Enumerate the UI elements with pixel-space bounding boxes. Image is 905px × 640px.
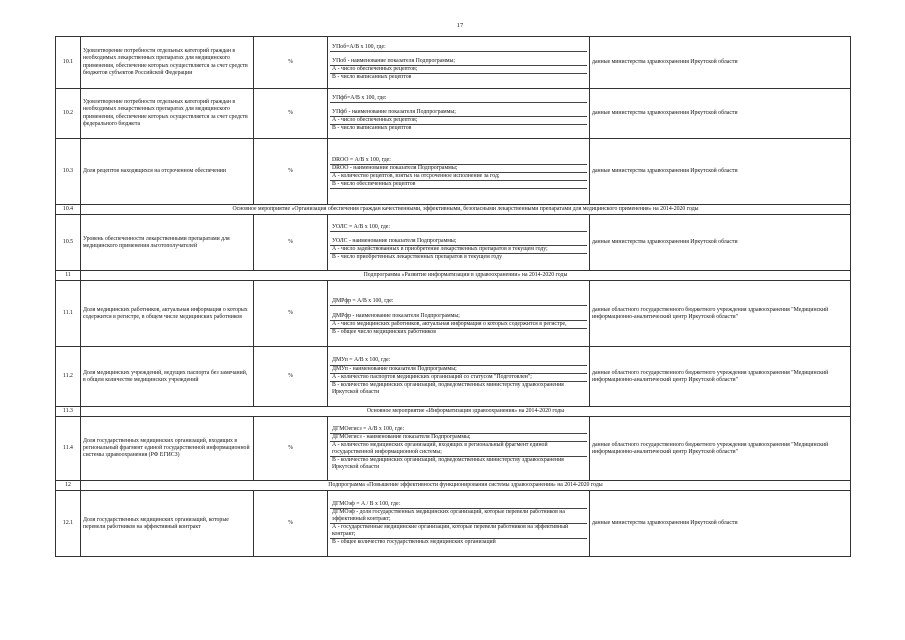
formula-line: В - число выписанных рецептов xyxy=(332,74,412,81)
table-row xyxy=(56,481,851,491)
formula-line: ДГМОегисз - наименование показателя Подпрограммы; xyxy=(330,434,587,442)
formula-line: А - число задействованных в приобретение лекарственных препаратов в текущем году; xyxy=(330,246,587,254)
formula-line: В - количество медицинских организаций, подведомственных министерству здравоохранения Иркутской области xyxy=(332,457,564,471)
indicator-name: Уровень обеспеченности лекарственными препаратами для медицинского применения льготополучателей xyxy=(81,215,254,271)
source-cell: данные министерства здравоохранения Иркутской области xyxy=(590,139,851,205)
indicator-name: Доля рецептов находящихся на отсроченном обеспечении xyxy=(81,139,254,205)
row-number: 10.1 xyxy=(56,37,81,89)
indicator-name: Доля медицинских учреждений, ведущих паспорта без замечаний, в общем количестве медицинских учреждений xyxy=(81,347,254,407)
formula-line: ДМРфр - наименование показателя Подпрограммы; xyxy=(330,313,587,321)
formula-line: В - число приобретенных лекарственных препаратов в текущем году xyxy=(332,254,502,261)
formula-line: В - число обеспеченных рецептов xyxy=(330,181,587,189)
indicator-name: Доля государственных медицинских организаций, входящих в региональный фрагмент единой государственной информационной системы здравоохранения (РФ ЕГИСЗ) xyxy=(81,417,254,481)
formula-line: УПфб - наименование показателя Подпрограммы; xyxy=(330,109,587,117)
formula-line: А - число обеспеченных рецептов; xyxy=(330,117,587,125)
source-cell: данные областного государственного бюджетного учреждения здравоохранения "Медицинский информационно-аналитический центр Иркутской области" xyxy=(590,417,851,481)
formula-cell xyxy=(328,347,590,407)
unit-cell: % xyxy=(254,347,328,407)
indicator-name: Доля медицинских работников, актуальная информация о которых содержится в регистре, в общем числе медицинских работников xyxy=(81,281,254,347)
row-number: 10.5 xyxy=(56,215,81,271)
row-number: 11.4 xyxy=(56,417,81,481)
formula-line: А - число медицинских работников, актуальная информация о которых содержится в регистре, xyxy=(330,321,587,329)
row-number: 10.4 xyxy=(56,205,81,215)
formula-cell xyxy=(328,215,590,271)
formula-line: В - общее количество государственных медицинских организаций xyxy=(332,539,496,546)
indicator-name: Удовлетворение потребности отдельных категорий граждан в необходимых лекарственных препаратах для медицинского применения, обеспечение которых осуществляется за счет средств бюджетов субъектов Российской Федерации xyxy=(81,37,254,89)
row-number: 11.3 xyxy=(56,407,81,417)
page-number: 17 xyxy=(456,22,464,29)
indicator-name: Доля государственных медицинских организаций, которые перевели работников на эффективный контракт xyxy=(81,491,254,557)
table-row xyxy=(56,407,851,417)
formula-line: А - количество паспортов медицинских организаций со статусом "Подготовлен"; xyxy=(330,374,587,382)
row-number: 11 xyxy=(56,271,81,281)
section-title: Подпрограмма «Повышение эффективности функционирования системы здравоохранения» на 2014-2020 годы xyxy=(81,481,851,491)
formula-line: УПоб - наименование показателя Подпрограммы; xyxy=(330,58,587,66)
row-number: 11.2 xyxy=(56,347,81,407)
formula-cell xyxy=(328,37,590,89)
formula-line: УПфб=А/В х 100, где: xyxy=(330,95,587,103)
formula-line: В - число выписанных рецептов xyxy=(332,125,412,132)
source-cell: данные министерства здравоохранения Иркутской области xyxy=(590,215,851,271)
table-row xyxy=(56,215,851,271)
formula-line: ДМУп - наименование показателя Подпрограммы; xyxy=(330,366,587,374)
indicator-name: Удовлетворение потребности отдельных категорий граждан в необходимых лекарственных препаратах для медицинского применения, обеспечение которых осуществляется за счет средств федерального бюджета xyxy=(81,89,254,139)
table-row xyxy=(56,491,851,557)
formula-line: УОЛС - наименование показателя Подпрограммы; xyxy=(330,238,587,246)
formula-line: УПоб=А/В х 100, где: xyxy=(330,44,587,52)
indicators-table xyxy=(55,36,851,557)
unit-cell: % xyxy=(254,89,328,139)
table-row xyxy=(56,89,851,139)
unit-cell: % xyxy=(254,37,328,89)
source-cell: данные министерства здравоохранения Иркутской области xyxy=(590,89,851,139)
section-title: Основное мероприятие «Организация обеспечения граждан качественными, эффективными, безопасными лекарственными препаратами для медицинского применения» на 2014-2020 годы xyxy=(81,205,851,215)
formula-line: В - количество медицинских организаций, подведомственных министерству здравоохранения Иркутской области xyxy=(332,381,564,395)
table-row xyxy=(56,205,851,215)
source-cell: данные министерства здравоохранения Иркутской области xyxy=(590,491,851,557)
row-number: 10.3 xyxy=(56,139,81,205)
unit-cell: % xyxy=(254,215,328,271)
section-title: Основное мероприятие «Информатизация здравоохранения» на 2014-2020 годы xyxy=(81,407,851,417)
table-row xyxy=(56,417,851,481)
formula-line xyxy=(330,189,587,196)
unit-cell: % xyxy=(254,281,328,347)
table-row xyxy=(56,37,851,89)
formula-line: А - количество медицинских организаций, входящих в региональный фрагмент единой государственной информационной системы; xyxy=(330,442,587,457)
row-number: 10.2 xyxy=(56,89,81,139)
row-number: 12 xyxy=(56,481,81,491)
formula-line: ДМРфр = А/В х 100, где: xyxy=(330,298,587,306)
formula-line: А - число обеспеченных рецептов; xyxy=(330,66,587,74)
formula-line: DROO = А/В х 100, где: xyxy=(330,157,587,165)
unit-cell: % xyxy=(254,417,328,481)
formula-cell xyxy=(328,491,590,557)
section-title: Подпрограмма «Развитие информатизации в здравоохранении» на 2014-2020 годы xyxy=(81,271,851,281)
formula-cell xyxy=(328,89,590,139)
formula-line: DROO - наименование показателя Подпрограммы; xyxy=(330,165,587,173)
row-number: 12.1 xyxy=(56,491,81,557)
formula-cell xyxy=(328,417,590,481)
formula-line: ДМУп = А/В х 100, где: xyxy=(330,357,587,365)
table-row xyxy=(56,347,851,407)
table-row xyxy=(56,139,851,205)
formula-cell xyxy=(328,139,590,205)
row-number: 11.1 xyxy=(56,281,81,347)
formula-line: ДГМОэф - доля государственных медицинских организаций, которые перевели работников на эффективный контракт; xyxy=(330,509,587,524)
unit-cell: % xyxy=(254,491,328,557)
table-row xyxy=(56,271,851,281)
table-row xyxy=(56,281,851,347)
formula-line: А - количество рецептов, взятых на отсроченное исполнение за год; xyxy=(330,173,587,181)
source-cell: данные областного государственного бюджетного учреждения здравоохранения "Медицинский информационно-аналитический центр Иркутской области" xyxy=(590,347,851,407)
formula-cell xyxy=(328,281,590,347)
formula-line: В - общее число медицинских работников xyxy=(332,328,436,335)
formula-line: УОЛС = А/В х 100, где: xyxy=(330,224,587,232)
source-cell: данные министерства здравоохранения Иркутской области xyxy=(590,37,851,89)
formula-line: ДГМОэф = А / В х 100, где: xyxy=(330,501,587,509)
formula-line: А - государственные медицинские организации, которые перевели работников на эффективный контракт; xyxy=(330,524,587,539)
source-cell: данные областного государственного бюджетного учреждения здравоохранения "Медицинский информационно-аналитический центр Иркутской области" xyxy=(590,281,851,347)
formula-line: ДГМОегисз = А/В х 100, где: xyxy=(330,426,587,434)
unit-cell: % xyxy=(254,139,328,205)
